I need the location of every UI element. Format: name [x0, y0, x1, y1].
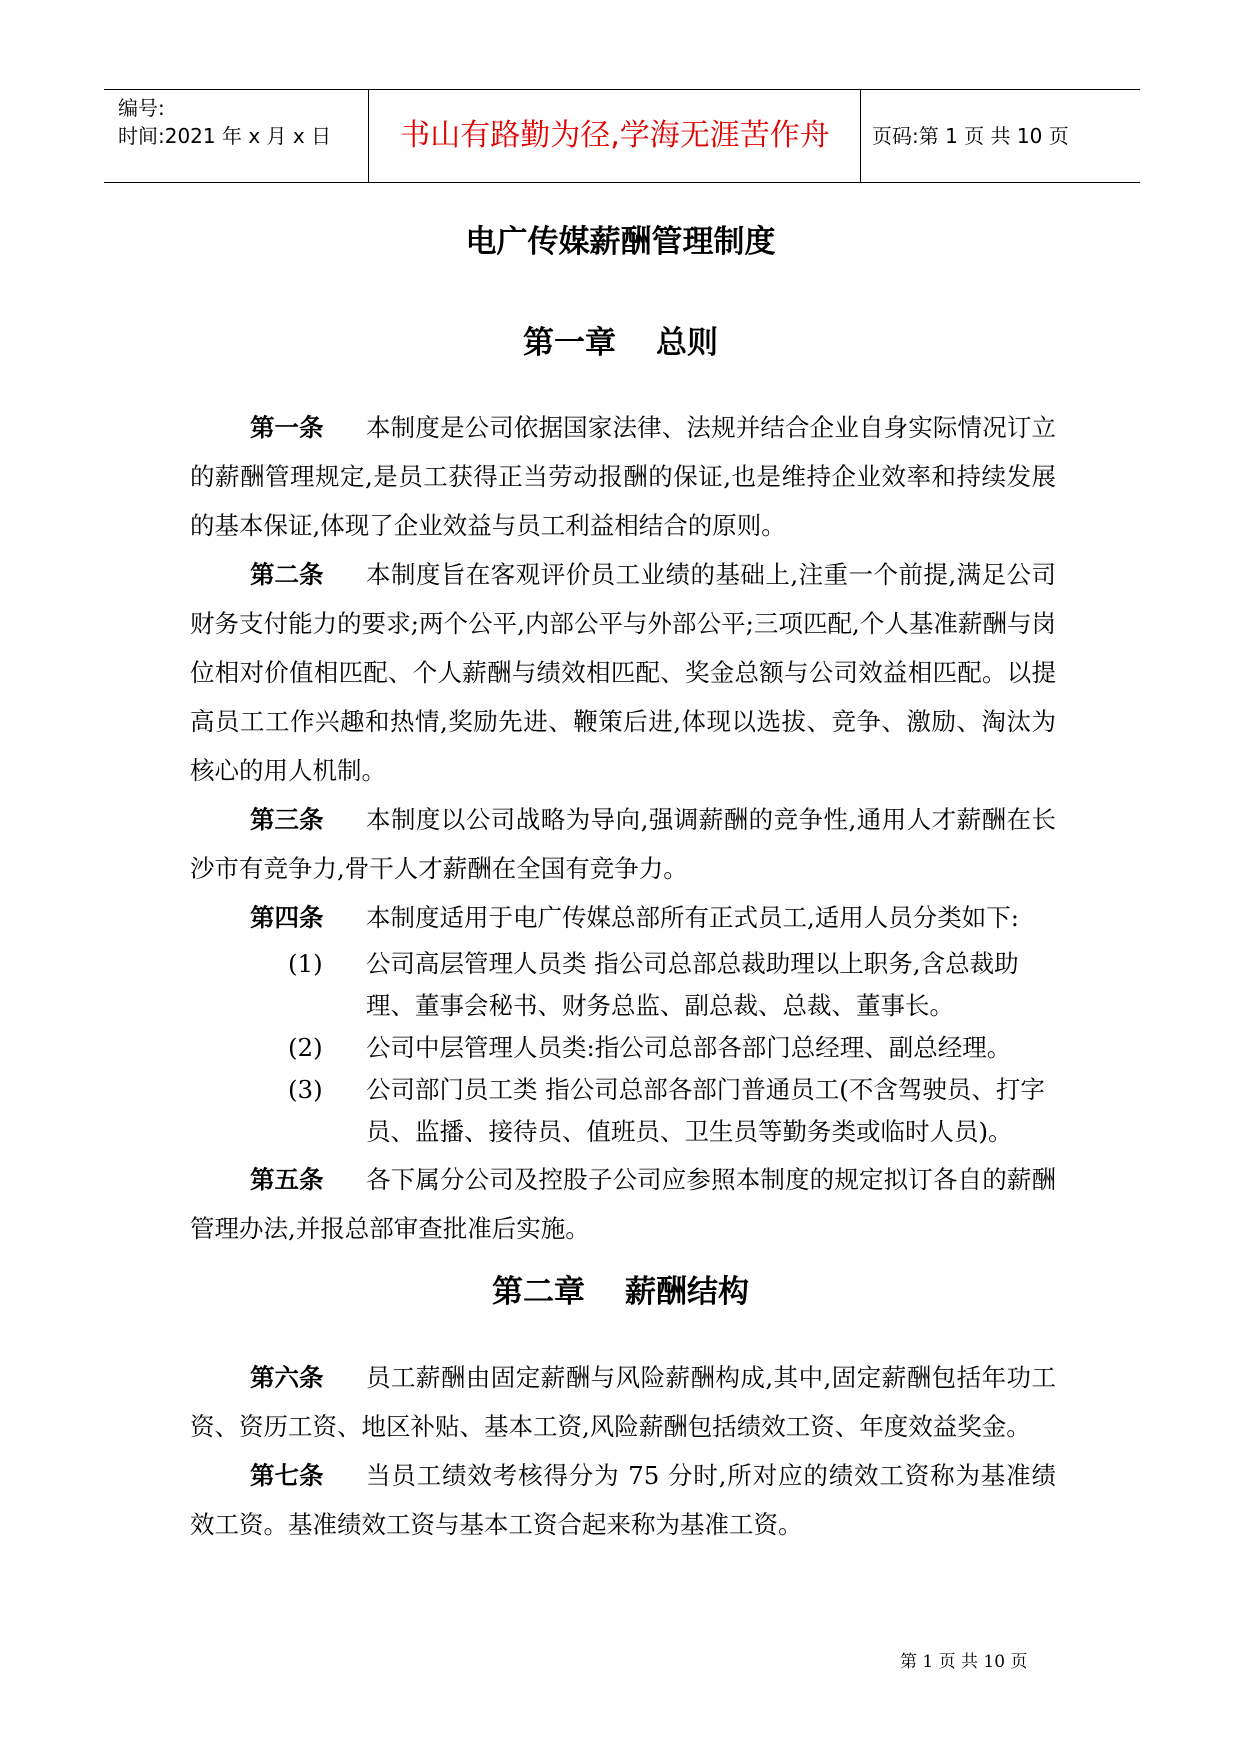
chapter-heading	[0, 1272, 1241, 1312]
chapter-name: 薪酬结构	[625, 1274, 749, 1310]
list-item	[190, 943, 1056, 1027]
article-text: 员工薪酬由固定薪酬与风险薪酬构成,其中,固定薪酬包括年功工资、资历工资、地区补贴、基本工资,风险薪酬包括绩效工资、年度效益奖金。	[190, 1363, 1056, 1441]
article	[190, 1155, 1056, 1253]
chapter-number: 第二章	[492, 1274, 585, 1310]
article	[190, 795, 1056, 893]
list-item-text: 公司中层管理人员类:指公司总部各部门总经理、副总经理。	[366, 1033, 1012, 1062]
article	[190, 403, 1056, 550]
header-page-info: 页码:第 1 页 共 10 页	[872, 124, 1069, 148]
article-text: 本制度适用于电广传媒总部所有正式员工,适用人员分类如下:	[366, 903, 1020, 932]
chapter-heading	[0, 323, 1241, 363]
document-header	[104, 89, 1140, 183]
document-title: 电广传媒薪酬管理制度	[465, 224, 776, 260]
article-label: 第五条	[250, 1165, 324, 1194]
header-motto: 书山有路勤为径,学海无涯苦作舟	[400, 118, 830, 153]
article	[190, 550, 1056, 795]
article-label: 第三条	[250, 805, 324, 834]
article-label: 第四条	[250, 903, 324, 932]
chapter-name: 总则	[656, 325, 718, 361]
list-item-number: (3)	[288, 1075, 323, 1104]
list-item	[190, 1027, 1056, 1069]
list-item-number: (1)	[288, 949, 323, 978]
header-divider	[368, 90, 369, 182]
article	[190, 1451, 1056, 1549]
article-label: 第二条	[250, 560, 324, 589]
time-label: 时间:2021 年 x 月 x 日	[118, 124, 332, 148]
article-text: 本制度以公司战略为导向,强调薪酬的竞争性,通用人才薪酬在长沙市有竞争力,骨干人才薪酬在全国有竞争力。	[190, 805, 1056, 883]
list-item-text: 公司高层管理人员类 指公司总部总裁助理以上职务,含总裁助理、董事会秘书、财务总监、副总裁、总裁、董事长。	[366, 949, 1019, 1020]
article-text: 各下属分公司及控股子公司应参照本制度的规定拟订各自的薪酬管理办法,并报总部审查批准后实施。	[190, 1165, 1056, 1243]
article-text: 当员工绩效考核得分为 75 分时,所对应的绩效工资称为基准绩效工资。基准绩效工资与基本工资合起来称为基准工资。	[190, 1461, 1056, 1539]
article	[190, 1353, 1056, 1451]
article-label: 第一条	[250, 413, 324, 442]
article-text: 本制度旨在客观评价员工业绩的基础上,注重一个前提,满足公司财务支付能力的要求;两个公平,内部公平与外部公平;三项匹配,个人基准薪酬与岗位相对价值相匹配、个人薪酬与绩效相匹配、奖金总额与公司效益相匹配。以提高员工工作兴趣和热情,奖励先进、鞭策后进,体现以选拔、竞争、激励、淘汰为核心的用人机制。	[190, 560, 1056, 785]
chapter-number: 第一章	[523, 325, 616, 361]
list-item-text: 公司部门员工类 指公司总部各部门普通员工(不含驾驶员、打字员、监播、接待员、值班员、卫生员等勤务类或临时人员)。	[366, 1075, 1045, 1146]
header-divider	[860, 90, 861, 182]
article-label: 第七条	[250, 1461, 324, 1490]
page-footer: 第 1 页 共 10 页	[900, 1652, 1028, 1672]
article-text: 本制度是公司依据国家法律、法规并结合企业自身实际情况订立的薪酬管理规定,是员工获得正当劳动报酬的保证,也是维持企业效率和持续发展的基本保证,体现了企业效益与员工利益相结合的原则。	[190, 413, 1056, 540]
list-item-number: (2)	[288, 1033, 323, 1062]
article-label: 第六条	[250, 1363, 324, 1392]
list-item	[190, 1069, 1056, 1153]
number-label: 编号:	[118, 96, 165, 120]
header-meta	[118, 94, 362, 150]
article	[190, 893, 1056, 942]
